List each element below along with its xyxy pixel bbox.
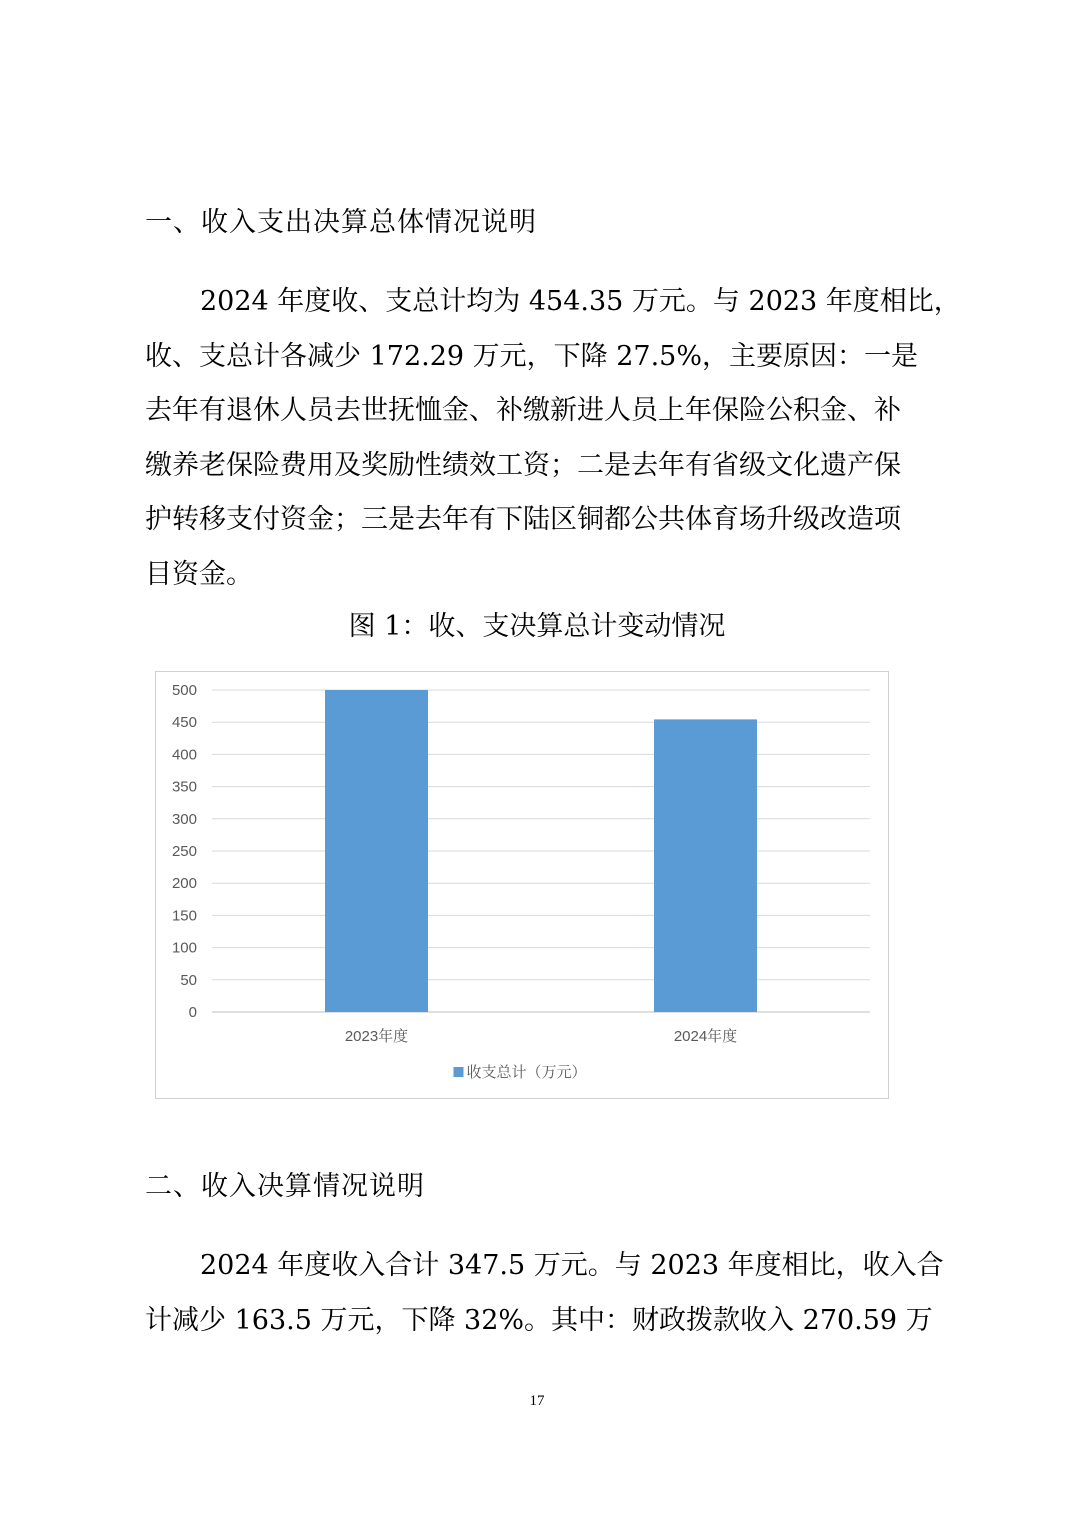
- section2-heading: 二、收入决算情况说明: [145, 1171, 425, 1202]
- y-tick-label: 100: [171, 939, 197, 957]
- section1-heading: 一、收入支出决算总体情况说明: [145, 207, 537, 238]
- bar: [654, 719, 757, 1012]
- paragraph-line: 去年有退休人员去世抚恤金、补缴新进人员上年保险公积金、补: [145, 395, 901, 426]
- y-tick-label: 0: [188, 1004, 197, 1021]
- y-tick-label: 50: [180, 971, 197, 989]
- y-tick-label: 150: [171, 907, 197, 925]
- bar: [325, 690, 428, 1012]
- paragraph-line: 收、支总计各减少 172.29 万元，下降 27.5%，主要原因：一是: [145, 340, 918, 372]
- chart-svg: [156, 672, 890, 1100]
- legend-label: 收支总计（万元）: [466, 1064, 587, 1081]
- y-tick-label: 250: [171, 843, 197, 860]
- legend-swatch: [454, 1067, 464, 1077]
- y-tick-label: 500: [171, 682, 197, 699]
- paragraph-line: 计减少 163.5 万元，下降 32%。其中：财政拨款收入 270.59 万: [145, 1304, 933, 1336]
- y-tick-label: 350: [171, 778, 197, 796]
- y-tick-label: 450: [171, 714, 197, 732]
- figure-caption: 图 1：收、支决算总计变动情况: [348, 611, 726, 642]
- y-tick-label: 200: [171, 875, 197, 893]
- paragraph-line: 2024 年度收、支总计均为 454.35 万元。与 2023 年度相比，: [200, 286, 961, 317]
- page-number: 17: [529, 1393, 545, 1409]
- y-tick-label: 400: [171, 746, 197, 764]
- paragraph-line: 目资金。: [145, 558, 253, 590]
- x-tick-label: 2024年度: [673, 1028, 738, 1045]
- y-tick-label: 300: [171, 810, 197, 828]
- paragraph-line: 护转移支付资金；三是去年有下陆区铜都公共体育场升级改造项: [145, 504, 901, 535]
- paragraph-line: 2024 年度收入合计 347.5 万元。与 2023 年度相比，收入合: [200, 1250, 944, 1281]
- section2-paragraph: [145, 1239, 945, 1348]
- bar-chart: [155, 671, 889, 1099]
- x-tick-label: 2023年度: [344, 1028, 409, 1045]
- paragraph-line: 缴养老保险费用及奖励性绩效工资；二是去年有省级文化遗产保: [145, 449, 901, 481]
- section1-paragraph: [145, 275, 961, 602]
